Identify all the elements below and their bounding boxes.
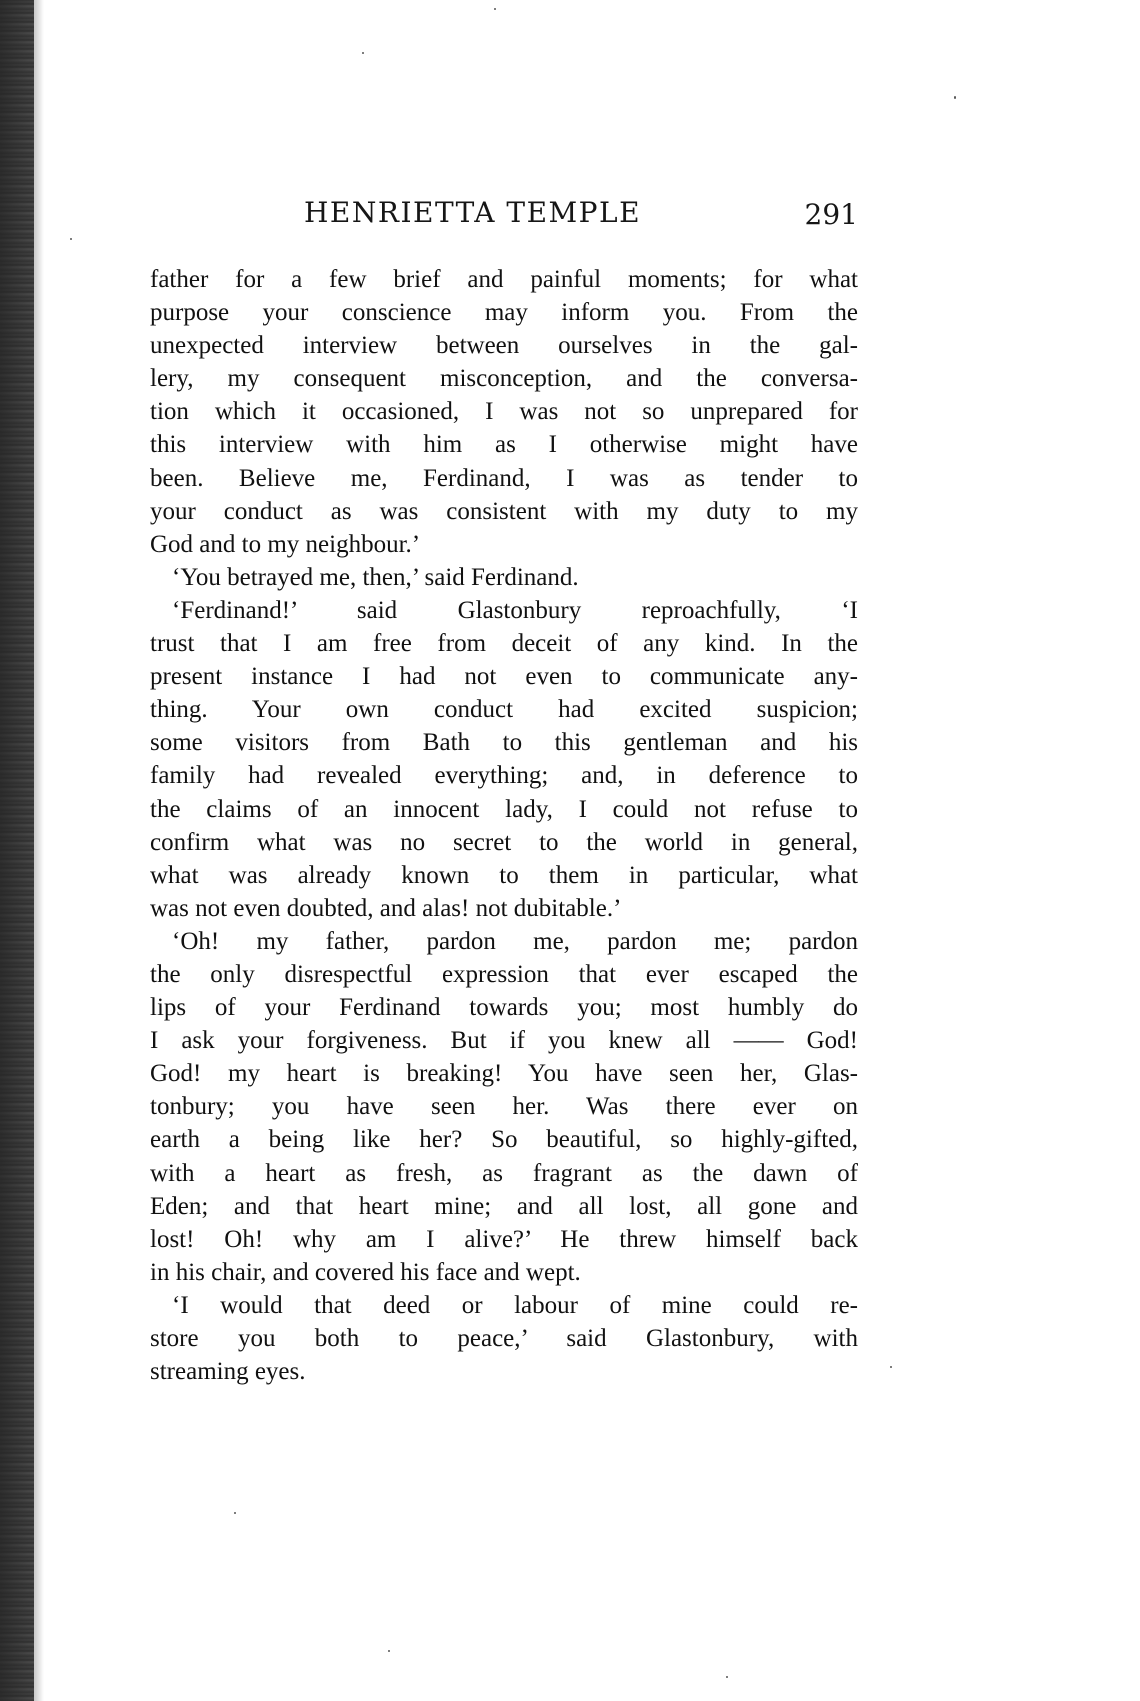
running-head	[150, 196, 858, 236]
text-line: present instance I had not even to communicate any-	[150, 663, 858, 691]
text-line: thing. Your own conduct had excited suspicion;	[150, 696, 858, 724]
paper-speck	[890, 1366, 892, 1368]
text-line: father for a few brief and painful moments; for what	[150, 266, 858, 293]
paper-speck	[388, 1650, 390, 1652]
text-line: ‘I would that deed or labour of mine could re-	[172, 1291, 858, 1319]
paper-speck	[70, 238, 72, 240]
text-line: the only disrespectful expression that ever escaped the	[150, 960, 858, 988]
text-line: tion which it occasioned, I was not so unprepared for	[150, 398, 858, 426]
text-line: streaming eyes.	[150, 1358, 306, 1386]
text-line: with a heart as fresh, as fragrant as the dawn of	[150, 1159, 858, 1187]
text-line: lery, my consequent misconception, and the conversa-	[150, 365, 858, 393]
text-line: trust that I am free from deceit of any kind. In the	[150, 630, 858, 658]
text-line: confirm what was no secret to the world in general,	[150, 828, 858, 856]
text-line: in his chair, and covered his face and wept.	[150, 1258, 581, 1286]
text-line: some visitors from Bath to this gentleman and his	[150, 729, 858, 757]
text-line: ‘You betrayed me, then,’ said Ferdinand.	[172, 563, 579, 591]
paper-speck	[234, 1512, 236, 1514]
text-line: tonbury; you have seen her. Was there ever on	[150, 1093, 858, 1121]
text-line: Eden; and that heart mine; and all lost, all gone and	[150, 1192, 858, 1220]
paper-speck	[494, 8, 496, 10]
text-line: God and to my neighbour.’	[150, 530, 421, 558]
text-line: I ask your forgiveness. But if you knew all —— God!	[150, 1027, 858, 1055]
text-line: store you both to peace,’ said Glastonbury, with	[150, 1325, 858, 1352]
text-line: been. Believe me, Ferdinand, I was as tender to	[150, 464, 858, 492]
page-binding-edge	[0, 0, 34, 1701]
paper-speck	[726, 1676, 728, 1678]
text-line: God! my heart is breaking! You have seen her, Glas-	[150, 1060, 858, 1088]
text-line: lips of your Ferdinand towards you; most humbly do	[150, 994, 858, 1022]
text-line: earth a being like her? So beautiful, so highly-gifted,	[150, 1126, 858, 1154]
text-line: the claims of an innocent lady, I could not refuse to	[150, 795, 858, 823]
text-line: what was already known to them in particular, what	[150, 861, 858, 889]
text-line: unexpected interview between ourselves in the gal-	[150, 332, 858, 360]
text-line: this interview with him as I otherwise might have	[150, 431, 858, 459]
text-line: ‘Oh! my father, pardon me, pardon me; pardon	[172, 927, 858, 955]
text-line: was not even doubted, and alas! not dubitable.’	[150, 894, 622, 922]
text-line: family had revealed everything; and, in deference to	[150, 762, 858, 790]
paper-speck	[362, 52, 364, 54]
running-title: HENRIETTA TEMPLE	[304, 196, 642, 229]
text-line: ‘Ferdinand!’ said Glastonbury reproachfully, ‘I	[172, 596, 858, 624]
body-text	[150, 263, 858, 1388]
paper-speck	[954, 96, 956, 99]
page-number: 291	[804, 198, 858, 231]
text-line: your conduct as was consistent with my duty to my	[150, 497, 858, 525]
text-line: lost! Oh! why am I alive?’ He threw himself back	[150, 1225, 858, 1253]
text-line: purpose your conscience may inform you. From the	[150, 299, 858, 327]
